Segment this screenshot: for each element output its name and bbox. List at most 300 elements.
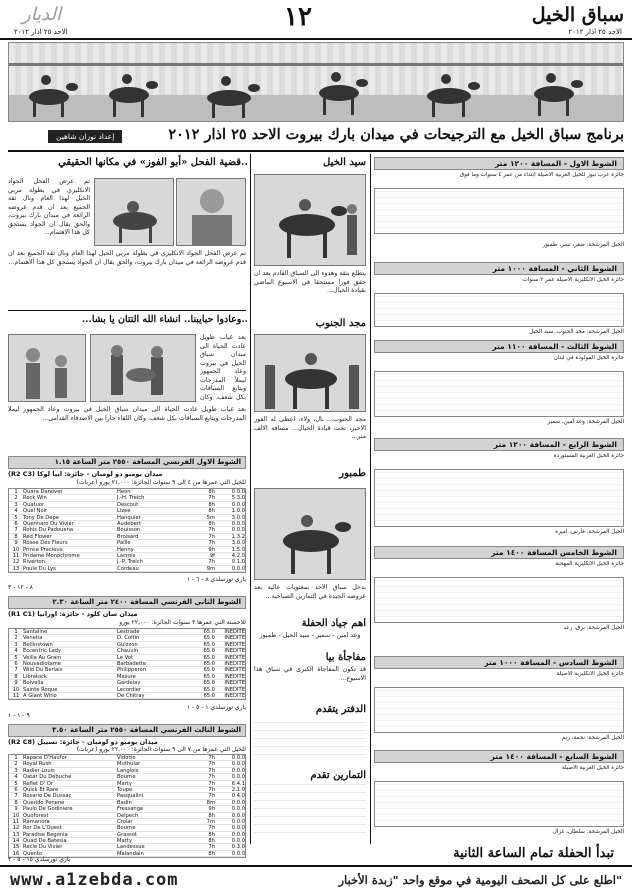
jockey-name: Hanquier [117, 514, 141, 520]
runner-weight: 7h [208, 844, 215, 850]
runner-form: 0.0.0 [231, 489, 245, 495]
runner-number: 12 [12, 559, 20, 565]
runner-form: 0.0.0 [231, 565, 245, 572]
jockey-name: Fressange [117, 806, 144, 812]
local-race-5-entries [374, 577, 624, 623]
runner-form: INEDITE [224, 686, 245, 692]
runner-number: 9 [14, 806, 18, 812]
local-race-3-intro: جائزة الخيل المولودة في لبنان [553, 355, 624, 361]
horse-name: Bellinstown [23, 641, 53, 648]
mid-title-2: مجد الجنوب [315, 318, 366, 329]
horse-name: Paradise Begonia [23, 831, 68, 838]
horse-name: Tony De Depe [23, 514, 59, 520]
runner-weight: 8h [208, 520, 215, 527]
local-race-5-note: الخيل المرشحة: برق، رعد [563, 625, 624, 631]
local-race-5-header: الشوط الخامس المسافة ١٤٠٠ متر [374, 546, 624, 559]
horse-name: Quennaro Du Vivier [23, 520, 74, 527]
jockey-name: J.-H. Treich [117, 495, 145, 501]
local-race-6-block [374, 671, 624, 747]
runner-number: 10 [12, 686, 20, 692]
runner-form: INEDITE [224, 673, 245, 680]
training-list [254, 784, 366, 840]
jockey-name: Malandain [117, 850, 144, 857]
runner-form: 0.0.0 [231, 806, 245, 812]
runner-weight: 7h [208, 527, 215, 533]
runner-form: INEDITE [224, 641, 245, 648]
runner-weight: 9m [206, 565, 215, 572]
french-race-2-venue: (R1 C1) ميدان سان كلود - جائزة: اورانيا [8, 610, 138, 618]
jockey-name: De Chitray [117, 692, 145, 699]
runner-form: 0.4.0 [231, 793, 245, 799]
local-race-3-block [374, 355, 624, 427]
horse-photo-majd-al-janoub [254, 334, 366, 412]
horse-name: Pridame Monochrome [23, 552, 80, 559]
runner-number: 13 [12, 831, 20, 838]
runner-weight: 65.0 [203, 654, 215, 660]
jockey-name: Paille [117, 540, 131, 546]
local-race-7-block [374, 765, 624, 843]
runner-form: 0.0.0 [231, 774, 245, 780]
jockey-name: Broisard [117, 533, 139, 540]
mid-text-2: مجد الجنوب... نال، ولاء، اعطى له الفوز الاخير، تحت قيادة الخيال... مسافة الالف متر... [254, 416, 366, 440]
runner-weight: 65.0 [203, 660, 215, 667]
french-race-2-header: الشوط الثاني الفرنسي المسافة ٢٤٠٠ متر الساعة ٢.٣٠ [8, 596, 246, 609]
horse-name: Rohis Du Padouena [23, 527, 74, 533]
french-race-1-header: الشوط الاول الفرنسي المسافة ٢٥٥٠ متر الساعة ١.١٥ [8, 456, 246, 469]
horse-name: Poule Du Lys [23, 565, 56, 572]
runner-form: 1.5.0 [231, 546, 245, 552]
horse-name: Quoforest [23, 812, 49, 818]
jockey-name: Cordeau [117, 565, 139, 572]
mid-title-7: التمارين تقدم [310, 770, 366, 781]
jockey-name: Descout [117, 501, 139, 508]
horse-name: Santaline [23, 629, 48, 635]
runner-number: 4 [14, 774, 18, 780]
french-race-2-conditions: للاحصنة التي عمرها ٣ سنوات الجائزة: ٢٢,٠٠٠ يورو [119, 619, 246, 626]
jockey-name: D. Coltin [117, 635, 140, 641]
jockey-name: Henny [117, 546, 134, 552]
local-race-2-intro: جائزة الخيل الانكليزية الاصيلة عمر ٣ سنوات [522, 277, 624, 283]
local-race-6-header: الشوط السادس - المسافة ١٠٠٠ متر [374, 656, 624, 669]
headline-rule [8, 150, 624, 152]
horse-name: Riverton [23, 559, 45, 565]
runner-form: 0.0.0 [231, 527, 245, 533]
horse-name: Ror De L'Ouest [23, 825, 62, 831]
runner-weight: 65.0 [203, 673, 215, 680]
runner-form: 5.3.0 [231, 495, 245, 501]
jockey-name: Marty [117, 838, 132, 844]
runner-number: 4 [14, 508, 18, 514]
footer-bar [0, 865, 632, 891]
french-race-1-tip: ٨ - ١٢ - ٣ [8, 584, 33, 591]
runner-weight: 7h [208, 761, 215, 767]
runner-form: INEDITE [224, 680, 245, 686]
jockey-name: Bourne [117, 774, 136, 780]
runner-form: 0.0.0 [231, 825, 245, 831]
local-race-4-intro: جائزة الخيل العربية المستوردة [553, 453, 624, 459]
local-race-2-header: الشوط الثاني - المسافة ١٠٠٠ متر [374, 262, 624, 275]
runner-weight: 7h [208, 825, 215, 831]
horse-name: Veilla Au Grain [23, 654, 62, 660]
results-book-list [254, 718, 366, 762]
mid-title-6: الدفتر يتقدم [315, 704, 366, 715]
local-race-7-intro: جائزة الخيل العربية الاصيلة [561, 765, 624, 771]
jockey-name: Gardelay [117, 680, 141, 686]
article-photo-man [176, 178, 246, 246]
runner-form: 0.3.0 [231, 844, 245, 850]
local-race-6-intro: جائزة الخيل الانكليزية الاصيلة [556, 671, 624, 677]
runner-form: 1.3.2 [231, 533, 245, 540]
local-race-6-entries [374, 687, 624, 733]
runner-number: 12 [12, 825, 20, 831]
runner-number: 2 [14, 635, 18, 641]
horse-name: Rapace D'Haufor [23, 755, 67, 761]
jockey-name: Mesure [117, 673, 136, 680]
runner-form: 0.0.0 [231, 812, 245, 818]
byline: إعداد نوران شاهين [48, 130, 122, 143]
horse-name: Wild Du Berlais [23, 667, 63, 673]
jockey-name: Grassot [117, 831, 137, 838]
french-race-1-conditions: (عربات) للخيل التي عمرها من ٤ الى ٩ سنوات الجائزة: ٢١,٠٠٠ يورو [76, 479, 246, 486]
jockey-name: Langlois [117, 767, 139, 774]
runner-number: 11 [12, 552, 20, 559]
local-race-1-note-block [374, 240, 624, 262]
left-article-text: تم عرض الفحل الجواد الانكليزي في بطولة مربي الخيل لهذا العام ونال ثقة الجميع بعد ان قدم عروضه الرائعة في ميدان بارك بيروت، والحق يقال ان الجواد يستحق كل هذا الاهتمام... [8, 250, 246, 266]
runner-number: 2 [14, 495, 18, 501]
runner-number: 8 [14, 799, 18, 806]
jockey-name: Muthular [117, 761, 141, 767]
runner-form: INEDITE [224, 629, 245, 635]
horse-name: Red Flower [23, 533, 52, 540]
runner-number: 2 [14, 761, 18, 767]
jockey-name: Crolar [117, 818, 133, 825]
runner-weight: 8h [208, 501, 215, 508]
runner-number: 3 [14, 641, 18, 648]
jockey-name: Vidotto [117, 755, 136, 761]
runner-number: 10 [12, 546, 20, 552]
jockey-name: Chauvin [117, 648, 139, 654]
runner-number: 3 [14, 767, 18, 774]
runner-number: 11 [12, 692, 20, 699]
runner-weight: 7h [208, 755, 215, 761]
jockey-name: Marty [117, 780, 132, 786]
local-race-7-note: الخيل المرشحة: سلطان، غزال [552, 829, 624, 835]
runner-number: 15 [12, 844, 20, 850]
jockey-name: Le Vot [117, 654, 133, 660]
jockey-name: Lizee [117, 508, 131, 514]
runner-weight: 9h [208, 806, 215, 812]
jockey-name: Audebert [117, 520, 141, 527]
runner-form: INEDITE [224, 654, 245, 660]
mid-title-5: مفاجأة بيا [325, 652, 366, 663]
jockey-name: Pasqualini [117, 793, 144, 799]
horse-name: Qatar Du Debuche [23, 774, 72, 780]
french-race-1-venue: (R2 C3) ميدان بومبو دو لومبان - جائزة: ايبا لوكا [8, 470, 163, 478]
runner-number: 5 [14, 780, 18, 786]
runner-form: INEDITE [224, 660, 245, 667]
french-race-3-venue: (R2 C8) ميدان بومبو دو لومبان - جائزة: تسيبل [8, 738, 158, 746]
jockey-name: Heon [117, 489, 131, 495]
horse-name: Quatuor [23, 501, 45, 508]
horse-name: Eccentric Lady [23, 648, 62, 654]
jockey-name: Philipperon [117, 667, 146, 673]
horse-name: Nouvadiotame [23, 660, 61, 667]
horse-name: Royal Rush [23, 761, 52, 767]
local-race-3-note: الخيل المرشحة: وعد امين، سمير [547, 419, 624, 425]
left-article-title: قضية الفحل «أبو الفوز» في مكانها الحقيقي.. [58, 157, 248, 168]
runner-number: 1 [14, 629, 18, 635]
runner-form: 0.1.0 [231, 559, 245, 565]
runner-number: 11 [12, 818, 20, 825]
horse-name: Rosario De Dussac [23, 793, 72, 799]
runner-weight: 65.0 [203, 692, 215, 699]
mid-text-4: وعد امين - سمير - سيد الخيل - طمبور [259, 632, 361, 639]
mid-text-1: يتطلع بثقة وهدوء الى السباق القادم بعد ان حقق فوزا مستحقا في الاسبوع الماضي بقيادة الخيال... [254, 270, 366, 294]
horse-name: Reflet D' Or [23, 780, 53, 786]
runner-weight: 5m [206, 514, 215, 520]
jockey-name: Lecordier [117, 686, 142, 692]
racing-horses-illustration [9, 43, 624, 122]
left-mid-text: بعد غياب طويل عادت الحياة الى ميدان سباق الخيل في بيروت وعاد الجمهور ليملأ المدرجات ويتابع السباقات بكل شغف، وكان اللقاء حارا بين الاصدقاء القدامى... [8, 406, 246, 422]
runner-form: 0.0.0 [231, 850, 245, 857]
runner-number: 10 [12, 812, 20, 818]
runner-weight: 65.0 [203, 680, 215, 686]
runner-weight: 9f [209, 552, 215, 559]
french-race-2-tip: ٩ - ١ - ١ [8, 712, 30, 719]
local-race-6-note: الخيل المرشحة: نجمة، ريم [561, 735, 624, 741]
french-race-3-forecast: باري تورسلدي ١٥ - ٥ - ٢ [8, 856, 71, 863]
local-race-3-entries [374, 371, 624, 417]
horse-name: Quick Et Rare [23, 786, 59, 793]
horse-name: Recle Du Vivier [23, 844, 63, 850]
runner-form: 0.0.0 [231, 501, 245, 508]
runner-weight: 8h [208, 850, 215, 857]
runner-number: 5 [14, 654, 18, 660]
jockey-name: Lestrade [117, 629, 140, 635]
runner-number: 7 [14, 793, 18, 799]
jockey-name: Bouisson [117, 527, 141, 533]
jockey-name: Bourne [117, 825, 136, 831]
runner-weight: 7h [208, 540, 215, 546]
runner-number: 14 [12, 838, 20, 844]
horse-photo-tambour [254, 488, 366, 580]
runner-form: 3.0.0 [231, 514, 245, 520]
runner-form: 0.0.0 [231, 755, 245, 761]
runner-weight: 8h [208, 831, 215, 838]
runner-form: 0.0.0 [231, 838, 245, 844]
runner-form: 0.0.0 [231, 799, 245, 806]
runner-form: 6.4.1 [231, 780, 245, 786]
local-race-1-header: الشوط الاول - المسافة ١٢٠٠ متر [374, 157, 624, 170]
runner-weight: 65.0 [203, 641, 215, 648]
horse-name: Rosee Des Fleurs [23, 540, 68, 546]
local-race-5-block [374, 561, 624, 641]
local-race-4-header: الشوط الرابع - المسافة ١٢٠٠ متر [374, 438, 624, 451]
local-race-3-header: الشوط الثالث - المسافة ١١٠٠ متر [374, 340, 624, 353]
issue-date-left: الاحد ٢٥ اذار ٢٠١٢ [14, 28, 68, 36]
jockey-name: Barbadette [117, 660, 147, 667]
runner-form: INEDITE [224, 648, 245, 654]
runner-form: INEDITE [224, 692, 245, 699]
mid-title-4: اهم جياد الحفلة [301, 618, 366, 629]
local-race-2-entries [374, 293, 624, 327]
runner-form: 4.2.0 [231, 552, 245, 559]
local-race-4-note: الخيل المرشحة: فارس، اميرة [555, 529, 624, 535]
local-race-2-note: الخيل المرشحة: مجد الجنوب، سيد الخيل [529, 329, 624, 335]
left-section-rule [8, 310, 246, 311]
left-article-text-col1: تم عرض الفحل الجواد الانكليزي في بطولة مربي الخيل لهذا العام ونال ثقة الجميع بعد ان قدم عروضه الرائعة في ميدان بارك بيروت، والحق يقال ان الجواد يستحق كل هذا الاهتمام... [8, 178, 90, 236]
horse-name: Ramanora [23, 818, 50, 825]
section-title: سباق الخيل [531, 4, 624, 26]
runner-weight: 8h [208, 838, 215, 844]
runner-weight: 65.0 [203, 667, 215, 673]
mid-title-1: سيد الخيل [323, 157, 366, 168]
runner-number: 8 [14, 673, 18, 680]
horse-name: Paulo De Godiniere [23, 806, 73, 812]
local-race-1-intro: جائزة عرب نيوز للخيل العربية الاصيلة ابتداء من عمر ٤ سنوات وما فوق [459, 172, 624, 178]
horse-name: Radier Louis [23, 767, 55, 774]
french-race-1-table [8, 488, 246, 573]
family-photo [8, 334, 86, 402]
horse-name: Prince Precieux [23, 546, 63, 552]
runner-number: 13 [12, 565, 20, 572]
runner-number: 6 [14, 520, 18, 527]
local-race-7-header: الشوط السابع - المسافة ١٤٠٠ متر [374, 750, 624, 763]
left-mid-article-title: ...وعادوا حبايبنا.. انشاء الله التتان يا بشا.. [81, 314, 248, 325]
runner-form: 2.1.0 [231, 786, 245, 793]
french-race-1-forecast: باري تورسلدي ٨ - ٦ - ١ [186, 576, 246, 583]
jockey-name: Guizzon [117, 641, 138, 648]
runner-number: 1 [14, 755, 18, 761]
runner-number: 9 [14, 540, 18, 546]
runner-form: 0.0.0 [231, 831, 245, 838]
runner-weight: 8h [208, 812, 215, 818]
runner-weight: 7h [208, 533, 215, 540]
french-race-3-table [8, 754, 246, 858]
runner-weight: 7h [208, 786, 215, 793]
local-race-7-entries [374, 781, 624, 827]
runner-weight: 7m [206, 818, 215, 825]
page-number: ١٢ [284, 2, 312, 32]
table-row [9, 693, 245, 699]
runner-weight: 7h [208, 774, 215, 780]
runner-weight: 7h [208, 767, 215, 774]
local-race-4-block [374, 453, 624, 539]
masthead [0, 0, 632, 40]
runner-number: 7 [14, 527, 18, 533]
runner-weight: 65.0 [203, 635, 215, 641]
runner-number: 1 [14, 489, 18, 495]
runner-number: 3 [14, 501, 18, 508]
horse-name: Querido Penene [23, 799, 65, 806]
runner-weight: 8h [208, 489, 215, 495]
runner-number: 5 [14, 514, 18, 520]
horse-name: Rock Win [23, 495, 47, 501]
local-race-5-intro: جائزة الخيل الانكليزية المهجنة [555, 561, 624, 567]
mid-text-3: يدخل سباق الاحد بمعنويات عالية بعد عروضه الجيدة في التمارين الصباحية... [254, 584, 366, 600]
runner-number: 16 [12, 850, 20, 857]
horse-name: Sainte Roque [23, 686, 58, 692]
column-divider-left [250, 154, 251, 844]
mid-title-3: طمبور [339, 468, 366, 479]
runner-form: 3.0.0 [231, 540, 245, 546]
french-race-2-forecast: باري تورسلدي ١ - ٥ - ١ [186, 704, 246, 711]
main-headline: برنامج سباق الخيل مع الترجيحات في ميدان بارك بيروت الاحد ٢٥ اذار ٢٠١٢ [168, 126, 624, 143]
horse-name: Quara Danover [23, 489, 63, 495]
horse-name: A Giant Wino [23, 692, 57, 699]
reunion-photo [90, 334, 196, 402]
horse-name: Quento [23, 850, 43, 857]
runner-weight: 7h [208, 793, 215, 799]
runner-number: 6 [14, 660, 18, 667]
runner-weight: 8m [206, 799, 215, 806]
runner-form: 0.0.0 [231, 818, 245, 825]
runner-form: 0.0.0 [231, 761, 245, 767]
runner-weight: 7h [208, 495, 215, 501]
horse-name: Quad De Batesia [23, 838, 67, 844]
footer-promo: اطلع على كل الصحف اليومية في موقع واحد "زبدة الأخبار" [338, 873, 622, 887]
jockey-name: Badin [117, 799, 132, 806]
local-race-1-note: الخيل المرشحة: صقر، نسر، طمبور [542, 242, 624, 248]
horse-name: Bolvella [23, 680, 44, 686]
jockey-name: Lacroix [117, 552, 136, 559]
left-mid-text-side: بعد غياب طويل عادت الحياة الى ميدان سباق الخيل في بيروت وعاد الجمهور ليملأ المدرجات ويتابع السباقات بكل شغف، وكان [200, 334, 246, 401]
newspaper-logo: الديار [22, 4, 62, 25]
mid-text-5: قد تكون المفاجأة الكبرى في سباق هذا الاسبوع... [254, 666, 366, 682]
horse-name: Venetia [23, 635, 43, 641]
local-race-1-block [374, 172, 624, 240]
runner-number: 7 [14, 667, 18, 673]
french-race-2-table [8, 628, 246, 700]
site-link[interactable]: www.a1zebda.com [10, 870, 179, 890]
main-headline-bar [8, 126, 624, 148]
race-photo-strip [8, 42, 624, 122]
runner-number: 6 [14, 786, 18, 793]
table-row [9, 566, 245, 572]
issue-date: الاحد ٢٥ اذار ٢٠١٢ [568, 28, 622, 36]
french-race-3-conditions: (عربات) للخيل التي عمرها من ٧ الى ٩ سنوات الجائزة: ٢٢,٠٠٠ يورو [76, 746, 246, 753]
runner-number: 8 [14, 533, 18, 540]
horse-photo-sayed-al-khayl [254, 174, 366, 266]
horse-name: Libratock [23, 673, 47, 680]
runner-form: 0.0.0 [231, 520, 245, 527]
article-photo-horse [94, 178, 174, 246]
jockey-name: Landessue [117, 844, 145, 850]
runner-weight: 7h [208, 780, 215, 786]
runner-weight: 9h [208, 546, 215, 552]
runner-weight: 8h [208, 508, 215, 514]
column-divider-right [370, 154, 371, 844]
runner-form: INEDITE [224, 667, 245, 673]
local-race-2-block [374, 277, 624, 335]
runner-weight: 65.0 [203, 648, 215, 654]
jockey-name: Delpech [117, 812, 139, 818]
runner-weight: 7h [208, 559, 215, 565]
start-time-banner: تبدأ الحفلة تمام الساعة الثانية [453, 846, 614, 861]
horse-name: Quel Noir [23, 508, 48, 514]
french-race-3-header: الشوط الثالث الفرنسي المسافة ٢٥٥٠ متر الساعة ٣.٥٠ [8, 724, 246, 737]
jockey-name: J.-P. Treich [117, 559, 143, 565]
runner-form: 0.0.0 [231, 767, 245, 774]
runner-weight: 65.0 [203, 686, 215, 692]
runner-number: 9 [14, 680, 18, 686]
local-race-1-entries [374, 188, 624, 234]
jockey-name: Toupe [117, 786, 133, 793]
local-race-4-entries [374, 469, 624, 527]
runner-weight: 65.0 [203, 629, 215, 635]
runner-form: INEDITE [224, 635, 245, 641]
runner-form: 1.0.0 [231, 508, 245, 514]
